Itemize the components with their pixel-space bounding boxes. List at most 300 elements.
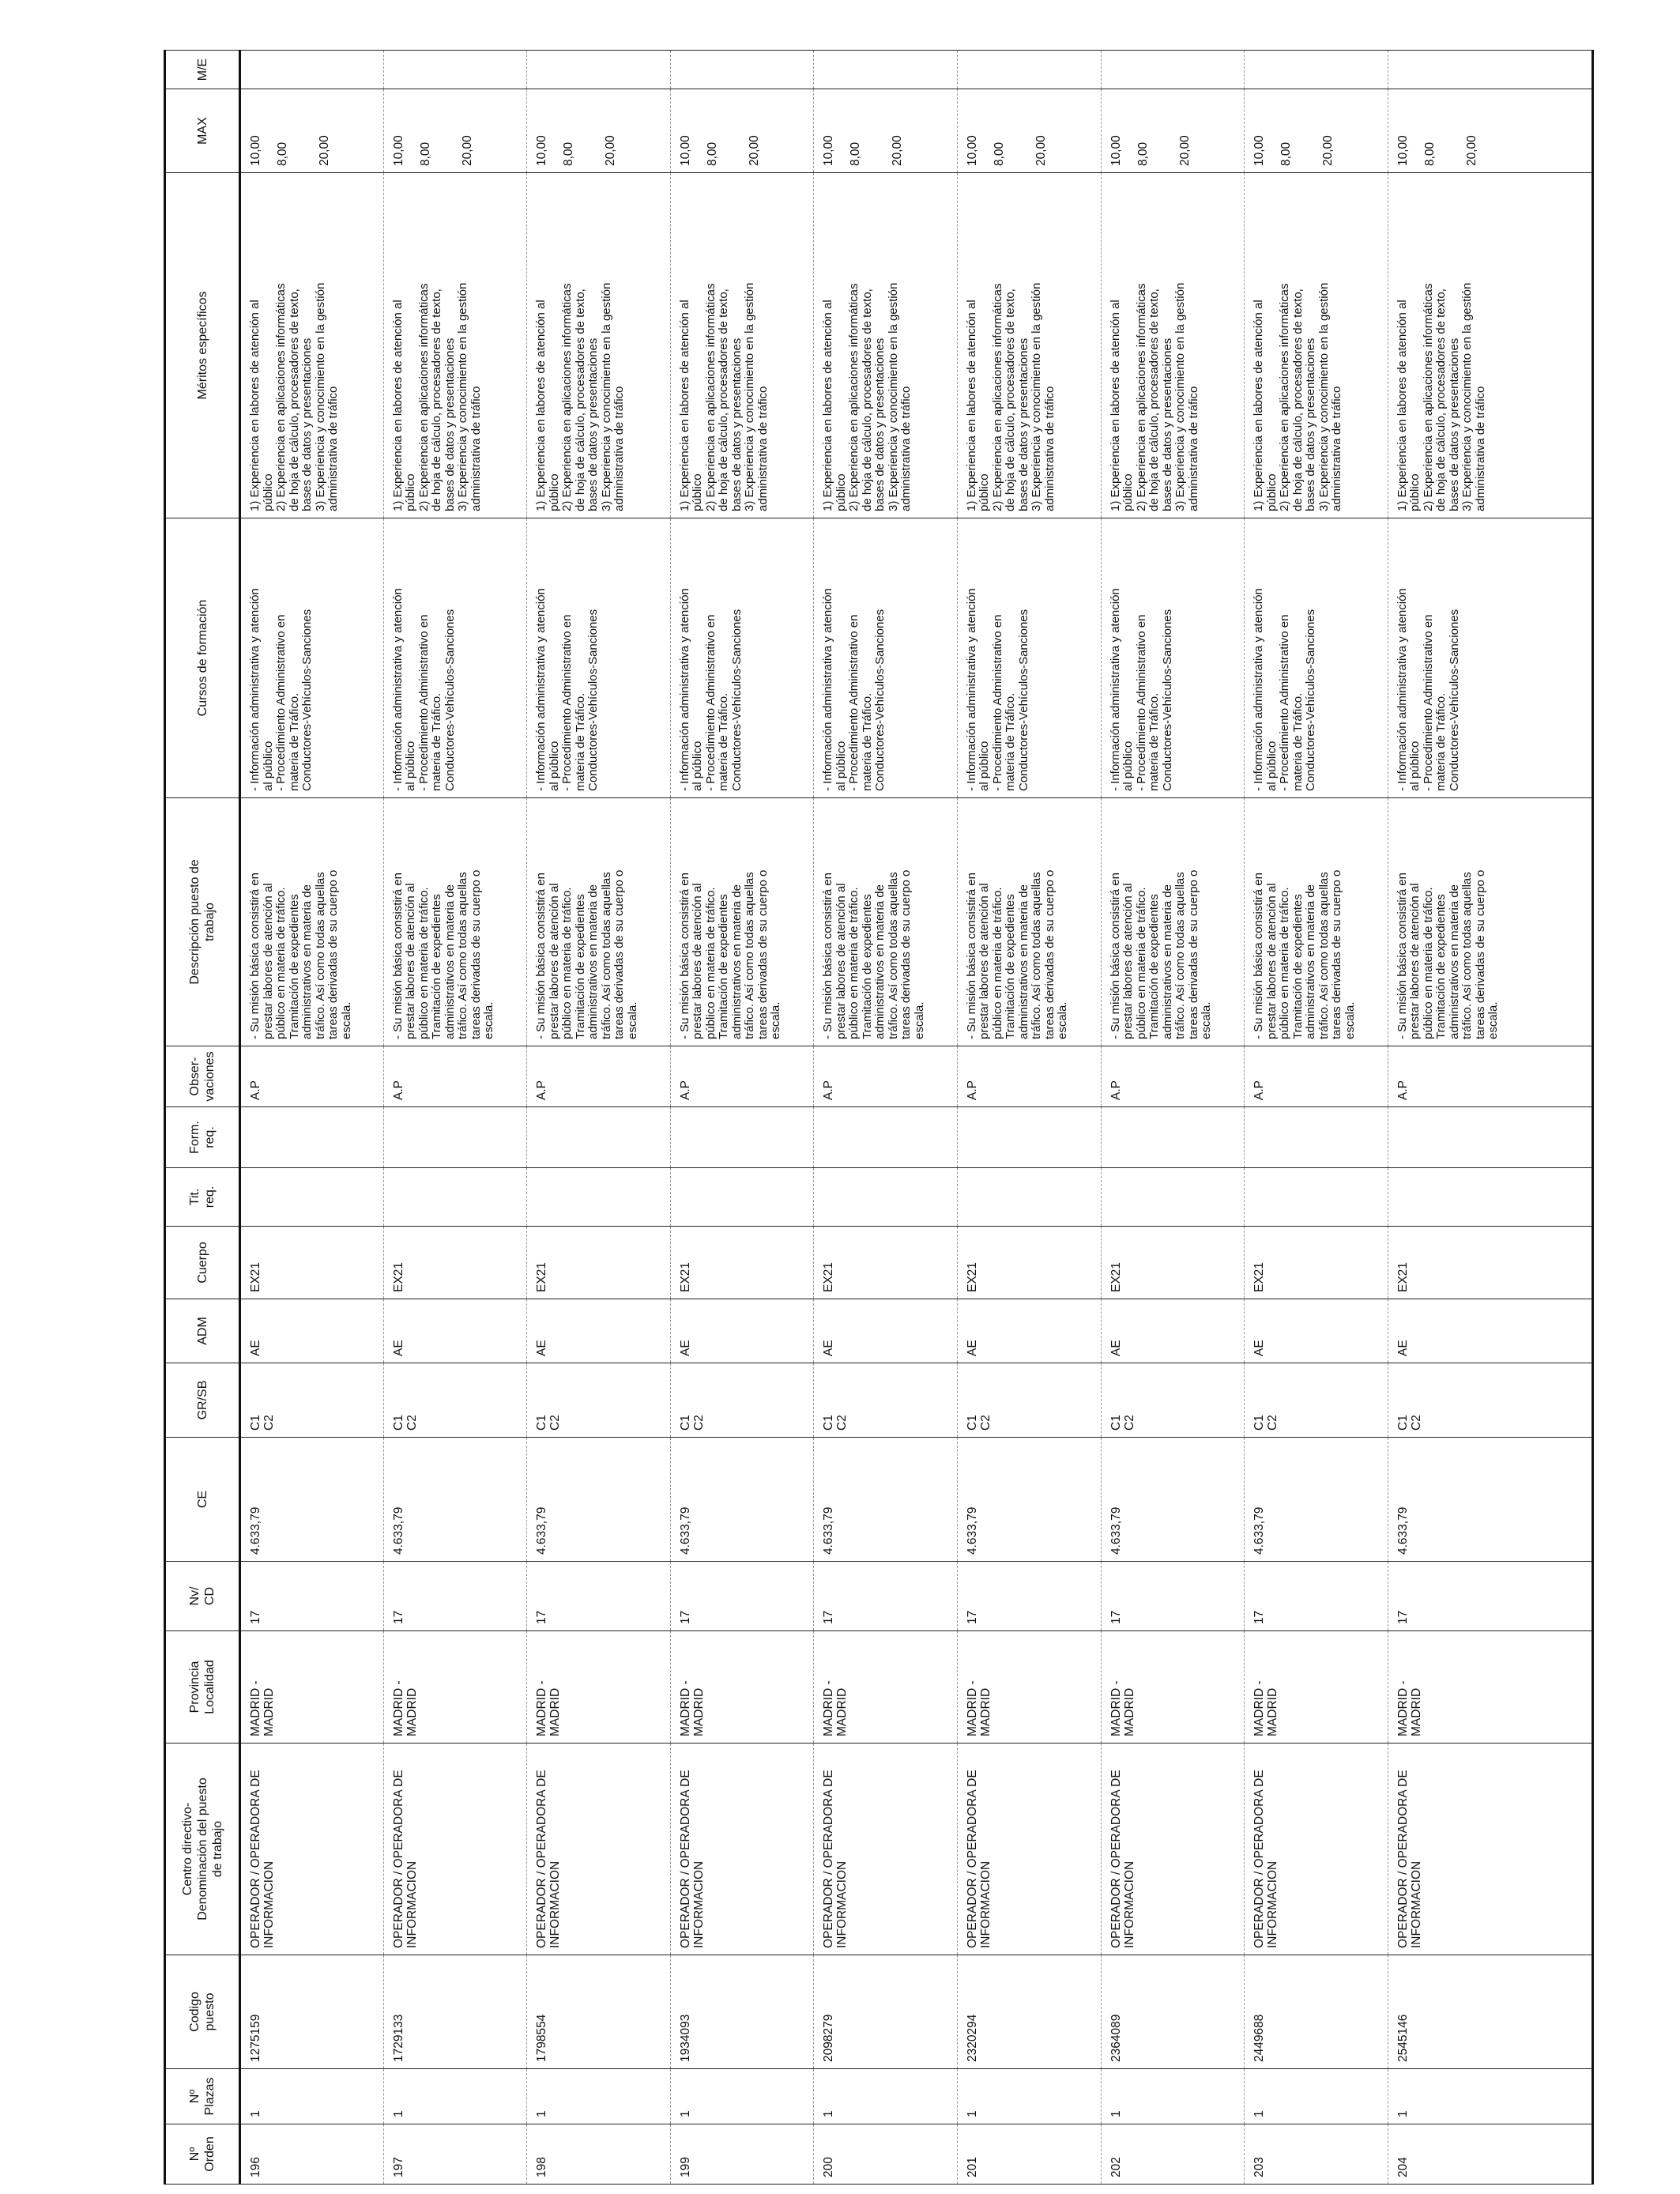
plazas-cell [527, 2069, 671, 2124]
centro-text: OPERADOR / OPERADORA DE INFORMACION [822, 1770, 849, 1948]
centro-text: OPERADOR / OPERADORA DE INFORMACION [1109, 1770, 1136, 1948]
descripcion-text: - Su misión básica consistirá en prestar labores de atención al público en materia de tráfico. Tramitación de expedientes administrativos en materia de tráfico. Así como todas aquellas tareas derivadas de su cuerpo o escala. [534, 869, 639, 1039]
grupo-cell [957, 1363, 1101, 1438]
job-positions-table [164, 50, 1594, 2185]
provincia-cell [1245, 1631, 1388, 1744]
cursos-cell [1245, 518, 1388, 798]
cursos-cell [1101, 518, 1245, 798]
ce-cell [1245, 1438, 1388, 1562]
max-spacer [1437, 92, 1450, 166]
plazas-cell [957, 2069, 1101, 2124]
formacion-cell [1388, 1107, 1592, 1168]
nivel-text: 17 [1396, 1610, 1410, 1624]
max-spacer [432, 92, 446, 166]
header-plazas: Nº Plazas [165, 2069, 240, 2124]
table-row [1388, 51, 1592, 2185]
meritos-cell [1388, 173, 1592, 518]
max-value: 10,00 [965, 135, 979, 166]
grupo-cell [240, 1363, 384, 1438]
codigo-text: 2098279 [822, 2014, 836, 2062]
nivel-text: 17 [1252, 1610, 1267, 1624]
observaciones-text: A.P [678, 1080, 692, 1100]
header-codigo: Codigo puesto [165, 1955, 240, 2069]
orden-text: 197 [391, 2157, 405, 2177]
centro-cell [527, 1744, 671, 1955]
cursos-text: - Información administrativa y atención al público - Procedimiento Administrativo en materia de Tráfico. Conductores-Vehículos-Sanciones [677, 588, 744, 791]
grupo-cell [814, 1363, 958, 1438]
ce-text: 4.633,79 [391, 1506, 405, 1555]
grupo-text: C1 C2 [965, 1415, 993, 1431]
max-value: 8,00 [1422, 141, 1437, 166]
max-cell [814, 89, 958, 173]
cursos-text: - Información administrativa y atención al público - Procedimiento Administrativo en materia de Tráfico. Conductores-Vehículos-Sanciones [964, 588, 1030, 791]
titulacion-cell [1388, 1168, 1592, 1227]
meritos-cell [527, 173, 671, 518]
ce-text: 4.633,79 [1396, 1506, 1410, 1555]
table-row [383, 51, 527, 2185]
provincia-text: MADRID - MADRID [535, 1680, 563, 1736]
cursos-text: - Información administrativa y atención al público - Procedimiento Administrativo en materia de Tráfico. Conductores-Vehículos-Sanciones [1252, 588, 1318, 791]
adm-text: AE [965, 1340, 979, 1356]
cuerpo-text: EX21 [1396, 1262, 1410, 1292]
descripcion-cell [670, 798, 814, 1046]
centro-text: OPERADOR / OPERADORA DE INFORMACION [678, 1770, 706, 1948]
grupo-cell [527, 1363, 671, 1438]
observaciones-cell [527, 1046, 671, 1107]
max-spacer [303, 92, 318, 166]
cuerpo-text: EX21 [965, 1262, 979, 1292]
adm-text: AE [678, 1340, 692, 1356]
grupo-text: C1 C2 [678, 1415, 706, 1431]
me-cell [1101, 51, 1245, 89]
codigo-cell [383, 1955, 527, 2069]
cursos-cell [240, 518, 384, 798]
adm-cell [1245, 1299, 1388, 1363]
descripcion-text: - Su misión básica consistirá en prestar labores de atención al público en materia de tráfico. Tramitación de expedientes administrativos en materia de tráfico. Así como todas aquellas tareas derivadas de su cuerpo o escala. [1252, 869, 1357, 1039]
orden-cell [383, 2124, 527, 2185]
centro-cell [670, 1744, 814, 1955]
orden-text: 201 [965, 2157, 979, 2177]
max-spacer [1006, 92, 1019, 166]
observaciones-text: A.P [1109, 1080, 1123, 1100]
formacion-cell [1245, 1107, 1388, 1168]
adm-cell [957, 1299, 1101, 1363]
ce-text: 4.633,79 [1252, 1506, 1267, 1555]
plazas-cell [1245, 2069, 1388, 2124]
observaciones-cell [383, 1046, 527, 1107]
max-cell [957, 89, 1101, 173]
codigo-text: 1798554 [535, 2014, 549, 2062]
observaciones-cell [814, 1046, 958, 1107]
codigo-text: 2449688 [1252, 2014, 1267, 2062]
grupo-cell [1388, 1363, 1592, 1438]
cursos-cell [1388, 518, 1592, 798]
descripcion-cell [527, 798, 671, 1046]
max-spacer [1150, 92, 1163, 166]
provincia-cell [814, 1631, 958, 1744]
max-spacer [1163, 92, 1178, 166]
meritos-text: 1) Experiencia en labores de atención al público 2) Experiencia en aplicaciones informáticas de hoja de cálculo, procesadores de texto, bases de datos y presentaciones 3) Experiencia y conocimiento en la gestión administrativa de tráfico [390, 282, 483, 511]
cuerpo-text: EX21 [1109, 1262, 1123, 1292]
adm-text: AE [249, 1340, 262, 1356]
descripcion-cell [240, 798, 384, 1046]
cuerpo-cell [814, 1227, 958, 1299]
max-value: 20,00 [747, 135, 761, 166]
me-cell [383, 51, 527, 89]
titulacion-cell [383, 1168, 527, 1227]
nivel-text: 17 [965, 1610, 979, 1624]
nivel-cell [240, 1562, 384, 1631]
grupo-text: C1 C2 [535, 1415, 563, 1431]
adm-text: AE [1109, 1340, 1123, 1356]
meritos-cell [1245, 173, 1388, 518]
cursos-text: - Información administrativa y atención al público - Procedimiento Administrativo en materia de Tráfico. Conductores-Vehículos-Sanciones [821, 588, 887, 791]
nivel-text: 17 [678, 1610, 692, 1624]
meritos-cell [814, 173, 958, 518]
provincia-cell [957, 1631, 1101, 1744]
grupo-cell [1245, 1363, 1388, 1438]
centro-cell [1388, 1744, 1592, 1955]
max-value: 20,00 [604, 135, 618, 166]
observaciones-cell [240, 1046, 384, 1107]
codigo-text: 2364089 [1109, 2014, 1123, 2062]
max-cell [1388, 89, 1592, 173]
orden-text: 199 [678, 2157, 692, 2177]
header-centro: Centro directivo- Denominación del puesto de trabajo [165, 1744, 240, 1955]
max-value: 20,00 [318, 135, 331, 166]
cuerpo-text: EX21 [249, 1262, 262, 1292]
provincia-cell [240, 1631, 384, 1744]
nivel-text: 17 [1109, 1610, 1123, 1624]
cursos-cell [814, 518, 958, 798]
meritos-cell [957, 173, 1101, 518]
codigo-text: 1934093 [678, 2014, 692, 2062]
observaciones-cell [957, 1046, 1101, 1107]
centro-cell [1245, 1744, 1388, 1955]
table-row [670, 51, 814, 2185]
plazas-text: 1 [822, 2110, 836, 2117]
max-value: 20,00 [460, 135, 474, 166]
meritos-text: 1) Experiencia en labores de atención al público 2) Experiencia en aplicaciones informáticas de hoja de cálculo, procesadores de texto, bases de datos y presentaciones 3) Experiencia y conocimiento en la gestión administrativa de tráfico [1108, 282, 1200, 511]
ce-cell [527, 1438, 671, 1562]
plazas-text: 1 [1109, 2110, 1123, 2117]
max-spacer [835, 92, 849, 166]
provincia-text: MADRID - MADRID [391, 1680, 419, 1736]
provincia-text: MADRID - MADRID [678, 1680, 706, 1736]
codigo-cell [1245, 1955, 1388, 2069]
adm-cell [814, 1299, 958, 1363]
meritos-text: 1) Experiencia en labores de atención al público 2) Experiencia en aplicaciones informáticas de hoja de cálculo, procesadores de texto, bases de datos y presentaciones 3) Experiencia y conocimiento en la gestión administrativa de tráfico [677, 282, 770, 511]
centro-cell [240, 1744, 384, 1955]
descripcion-cell [814, 798, 958, 1046]
ce-text: 4.633,79 [822, 1506, 836, 1555]
codigo-text: 1275159 [249, 2014, 262, 2062]
max-spacer [289, 92, 303, 166]
plazas-text: 1 [249, 2110, 262, 2117]
ce-text: 4.633,79 [249, 1506, 262, 1555]
provincia-text: MADRID - MADRID [1252, 1680, 1280, 1736]
ce-cell [240, 1438, 384, 1562]
descripcion-text: - Su misión básica consistirá en prestar labores de atención al público en materia de tráfico. Tramitación de expedientes administrativos en materia de tráfico. Así como todas aquellas tareas derivadas de su cuerpo o escala. [677, 869, 783, 1039]
header-adm: ADM [165, 1299, 240, 1363]
cuerpo-text: EX21 [822, 1262, 836, 1292]
centro-cell [1101, 1744, 1245, 1955]
formacion-cell [957, 1107, 1101, 1168]
cursos-text: - Información administrativa y atención al público - Procedimiento Administrativo en materia de Tráfico. Conductores-Vehículos-Sanciones [390, 588, 457, 791]
max-cell [527, 89, 671, 173]
max-value: 10,00 [535, 135, 549, 166]
grupo-cell [670, 1363, 814, 1438]
max-spacer [446, 92, 461, 166]
nivel-cell [1245, 1562, 1388, 1631]
max-value: 20,00 [891, 135, 905, 166]
cuerpo-cell [527, 1227, 671, 1299]
plazas-cell [383, 2069, 527, 2124]
titulacion-cell [670, 1168, 814, 1227]
max-value: 8,00 [276, 141, 289, 166]
descripcion-cell [957, 798, 1101, 1046]
table-row [240, 51, 384, 2185]
centro-cell [957, 1744, 1101, 1955]
centro-text: OPERADOR / OPERADORA DE INFORMACION [391, 1770, 419, 1948]
observaciones-text: A.P [1396, 1080, 1410, 1100]
max-cell [240, 89, 384, 173]
observaciones-text: A.P [249, 1080, 262, 1100]
descripcion-cell [383, 798, 527, 1046]
ce-cell [670, 1438, 814, 1562]
max-spacer [1306, 92, 1321, 166]
table-row [1101, 51, 1245, 2185]
codigo-cell [670, 1955, 814, 2069]
max-value: 10,00 [1252, 135, 1267, 166]
cursos-text: - Información administrativa y atención al público - Procedimiento Administrativo en materia de Tráfico. Conductores-Vehículos-Sanciones [1395, 588, 1461, 791]
descripcion-text: - Su misión básica consistirá en prestar labores de atención al público en materia de tráfico. Tramitación de expedientes administrativos en materia de tráfico. Así como todas aquellas tareas derivadas de su cuerpo o escala. [964, 869, 1070, 1039]
plazas-text: 1 [1396, 2110, 1410, 2117]
meritos-text: 1) Experiencia en labores de atención al público 2) Experiencia en aplicaciones informáticas de hoja de cálculo, procesadores de texto, bases de datos y presentaciones 3) Experiencia y conocimiento en la gestión administrativa de tráfico [964, 282, 1057, 511]
max-value: 20,00 [1177, 135, 1192, 166]
orden-text: 204 [1396, 2157, 1410, 2177]
codigo-cell [240, 1955, 384, 2069]
descripcion-text: - Su misión básica consistirá en prestar labores de atención al público en materia de tráfico. Tramitación de expedientes administrativos en materia de tráfico. Así como todas aquellas tareas derivadas de su cuerpo o escala. [390, 869, 496, 1039]
max-spacer [862, 92, 876, 166]
grupo-text: C1 C2 [822, 1415, 849, 1431]
titulacion-cell [527, 1168, 671, 1227]
centro-cell [383, 1744, 527, 1955]
cuerpo-cell [1388, 1227, 1592, 1299]
nivel-text: 17 [822, 1610, 836, 1624]
me-cell [1388, 51, 1592, 89]
meritos-text: 1) Experiencia en labores de atención al público 2) Experiencia en aplicaciones informáticas de hoja de cálculo, procesadores de texto, bases de datos y presentaciones 3) Experiencia y conocimiento en la gestión administrativa de tráfico [1395, 282, 1487, 511]
plazas-text: 1 [678, 2110, 692, 2117]
meritos-cell [240, 173, 384, 518]
codigo-cell [1388, 1955, 1592, 2069]
descripcion-cell [1245, 798, 1388, 1046]
table-row [527, 51, 671, 2185]
header-me: M/E [165, 51, 240, 89]
cursos-text: - Información administrativa y atención al público - Procedimiento Administrativo en materia de Tráfico. Conductores-Vehículos-Sanciones [534, 588, 601, 791]
meritos-text: 1) Experiencia en labores de atención al público 2) Experiencia en aplicaciones informáticas de hoja de cálculo, procesadores de texto, bases de datos y presentaciones 3) Experiencia y conocimiento en la gestión administrativa de tráfico [1252, 282, 1344, 511]
provincia-cell [1388, 1631, 1592, 1744]
nivel-cell [670, 1562, 814, 1631]
codigo-text: 2320294 [965, 2014, 979, 2062]
max-cell [1101, 89, 1245, 173]
ce-cell [1101, 1438, 1245, 1562]
max-spacer [1266, 92, 1279, 166]
orden-text: 203 [1252, 2157, 1267, 2177]
max-cell [383, 89, 527, 173]
header-formacion: Form. req. [165, 1107, 240, 1168]
max-spacer [1123, 92, 1136, 166]
adm-text: AE [535, 1340, 549, 1356]
cuerpo-text: EX21 [535, 1262, 549, 1292]
cursos-cell [527, 518, 671, 798]
cuerpo-cell [957, 1227, 1101, 1299]
max-value: 8,00 [849, 141, 863, 166]
max-value: 10,00 [822, 135, 836, 166]
table-row [957, 51, 1101, 2185]
provincia-text: MADRID - MADRID [1396, 1680, 1423, 1736]
grupo-text: C1 C2 [1252, 1415, 1280, 1431]
provincia-text: MADRID - MADRID [1109, 1680, 1136, 1736]
max-value: 10,00 [249, 135, 262, 166]
me-cell [527, 51, 671, 89]
orden-cell [670, 2124, 814, 2185]
observaciones-cell [670, 1046, 814, 1107]
me-cell [240, 51, 384, 89]
nivel-cell [383, 1562, 527, 1631]
adm-text: AE [1252, 1340, 1267, 1356]
max-spacer [405, 92, 419, 166]
orden-text: 202 [1109, 2157, 1123, 2177]
max-value: 10,00 [1109, 135, 1123, 166]
max-spacer [262, 92, 276, 166]
cursos-cell [957, 518, 1101, 798]
me-cell [670, 51, 814, 89]
ce-text: 4.633,79 [535, 1506, 549, 1555]
meritos-text: 1) Experiencia en labores de atención al público 2) Experiencia en aplicaciones informáticas de hoja de cálculo, procesadores de texto, bases de datos y presentaciones 3) Experiencia y conocimiento en la gestión administrativa de tráfico [248, 282, 340, 511]
cuerpo-cell [1101, 1227, 1245, 1299]
max-value: 10,00 [1396, 135, 1410, 166]
header-max: MAX [165, 89, 240, 173]
nivel-cell [957, 1562, 1101, 1631]
table-row [1245, 51, 1388, 2185]
observaciones-cell [1245, 1046, 1388, 1107]
descripcion-text: - Su misión básica consistirá en prestar labores de atención al público en materia de tráfico. Tramitación de expedientes administrativos en materia de tráfico. Así como todas aquellas tareas derivadas de su cuerpo o escala. [821, 869, 926, 1039]
max-spacer [1019, 92, 1034, 166]
codigo-cell [1101, 1955, 1245, 2069]
table-header-row [165, 51, 240, 2185]
header-descripcion: Descripción puesto de trabajo [165, 798, 240, 1046]
centro-text: OPERADOR / OPERADORA DE INFORMACION [965, 1770, 993, 1948]
provincia-text: MADRID - MADRID [965, 1680, 993, 1736]
cursos-cell [383, 518, 527, 798]
me-cell [814, 51, 958, 89]
orden-cell [957, 2124, 1101, 2185]
cuerpo-text: EX21 [391, 1262, 405, 1292]
ce-cell [1388, 1438, 1592, 1562]
provincia-text: MADRID - MADRID [822, 1680, 849, 1736]
header-titulacion: Tit. req. [165, 1168, 240, 1227]
max-value: 8,00 [418, 141, 432, 166]
max-spacer [692, 92, 706, 166]
observaciones-cell [1101, 1046, 1245, 1107]
formacion-cell [240, 1107, 384, 1168]
formacion-cell [670, 1107, 814, 1168]
header-nivel: Nv/ CD [165, 1562, 240, 1631]
adm-text: AE [391, 1340, 405, 1356]
adm-text: AE [1396, 1340, 1410, 1356]
centro-text: OPERADOR / OPERADORA DE INFORMACION [535, 1770, 563, 1948]
orden-cell [527, 2124, 671, 2185]
provincia-cell [670, 1631, 814, 1744]
centro-cell [814, 1744, 958, 1955]
max-value: 10,00 [391, 135, 405, 166]
nivel-text: 17 [391, 1610, 405, 1624]
max-spacer [733, 92, 748, 166]
provincia-cell [527, 1631, 671, 1744]
max-value: 20,00 [1034, 135, 1048, 166]
codigo-text: 1729133 [391, 2014, 405, 2062]
orden-cell [1101, 2124, 1245, 2185]
titulacion-cell [1101, 1168, 1245, 1227]
plazas-cell [1101, 2069, 1245, 2124]
meritos-text: 1) Experiencia en labores de atención al público 2) Experiencia en aplicaciones informáticas de hoja de cálculo, procesadores de texto, bases de datos y presentaciones 3) Experiencia y conocimiento en la gestión administrativa de tráfico [821, 282, 913, 511]
cuerpo-text: EX21 [1252, 1262, 1267, 1292]
header-grupo: GR/SB [165, 1363, 240, 1438]
me-cell [957, 51, 1101, 89]
max-value: 8,00 [705, 141, 719, 166]
titulacion-cell [957, 1168, 1101, 1227]
adm-cell [240, 1299, 384, 1363]
nivel-cell [1101, 1562, 1245, 1631]
max-value: 20,00 [1464, 135, 1478, 166]
adm-cell [383, 1299, 527, 1363]
codigo-text: 2545146 [1396, 2014, 1410, 2062]
nivel-cell [527, 1562, 671, 1631]
adm-cell [1388, 1299, 1592, 1363]
meritos-cell [670, 173, 814, 518]
nivel-cell [814, 1562, 958, 1631]
descripcion-cell [1101, 798, 1245, 1046]
centro-text: OPERADOR / OPERADORA DE INFORMACION [249, 1770, 276, 1948]
ce-cell [814, 1438, 958, 1562]
titulacion-cell [814, 1168, 958, 1227]
plazas-cell [1388, 2069, 1592, 2124]
cursos-text: - Información administrativa y atención al público - Procedimiento Administrativo en materia de Tráfico. Conductores-Vehículos-Sanciones [248, 588, 314, 791]
orden-cell [814, 2124, 958, 2185]
observaciones-text: A.P [1252, 1080, 1267, 1100]
max-value: 8,00 [1136, 141, 1150, 166]
orden-text: 200 [822, 2157, 836, 2177]
descripcion-text: - Su misión básica consistirá en prestar labores de atención al público en materia de tráfico. Tramitación de expedientes administrativos en materia de tráfico. Así como todas aquellas tareas derivadas de su cuerpo o escala. [1108, 869, 1214, 1039]
max-spacer [548, 92, 562, 166]
cuerpo-cell [670, 1227, 814, 1299]
descripcion-text: - Su misión básica consistirá en prestar labores de atención al público en materia de tráfico. Tramitación de expedientes administrativos en materia de tráfico. Así como todas aquellas tareas derivadas de su cuerpo o escala. [248, 869, 353, 1039]
meritos-text: 1) Experiencia en labores de atención al público 2) Experiencia en aplicaciones informáticas de hoja de cálculo, procesadores de texto, bases de datos y presentaciones 3) Experiencia y conocimiento en la gestión administrativa de tráfico [534, 282, 627, 511]
grupo-text: C1 C2 [391, 1415, 419, 1431]
max-spacer [575, 92, 589, 166]
centro-text: OPERADOR / OPERADORA DE INFORMACION [1396, 1770, 1423, 1948]
orden-text: 196 [249, 2157, 262, 2177]
centro-text: OPERADOR / OPERADORA DE INFORMACION [1252, 1770, 1280, 1948]
max-spacer [876, 92, 891, 166]
adm-cell [1101, 1299, 1245, 1363]
observaciones-text: A.P [535, 1080, 549, 1100]
max-value: 8,00 [992, 141, 1006, 166]
grupo-text: C1 C2 [249, 1415, 276, 1431]
formacion-cell [383, 1107, 527, 1168]
max-spacer [979, 92, 993, 166]
